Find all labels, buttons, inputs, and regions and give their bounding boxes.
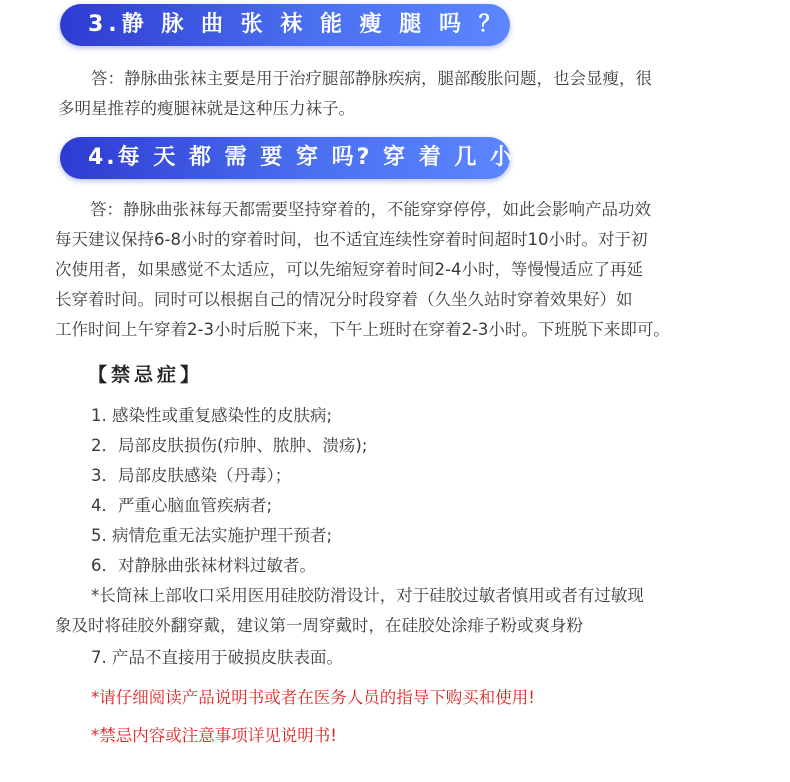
contraindication-item: 1. 感染性或重复感染性的皮肤病; [91,406,333,425]
contraindication-item: 3．局部皮肤感染（丹毒）； [91,466,292,485]
silicone-note-line-2: 象及时将硅胶外翻穿戴，建议第一周穿戴时，在硅胶处涂痱子粉或爽身粉 [55,616,583,635]
section-4-answer-line-1: 答：静脉曲张袜每天都需要坚持穿着的，不能穿穿停停，如此会影响产品功效 [90,200,651,219]
silicone-note-line-1: *长筒袜上部收口采用医用硅胶防滑设计，对于硅胶过敏者慎用或者有过敏现 [91,586,644,605]
warning-read-manual: *请仔细阅读产品说明书或者在医务人员的指导下购买和使用! [91,688,535,707]
contraindication-item: 5. 病情危重无法实施护理干预者; [91,526,333,545]
section-4-answer-line-5: 工作时间上午穿着2-3小时后脱下来，下午上班时在穿着2-3小时。下班脱下来即可。 [55,320,670,339]
section-3-title-pill [60,4,510,46]
contraindication-item: 4．严重心脑血管疾病者; [91,496,273,515]
section-3-title: 3.静 脉 曲 张 袜 能 瘦 腿 吗 ？ [88,12,506,37]
section-4-title: 4.每 天 都 需 要 穿 吗? 穿 着 几 小 时 ? [88,145,578,170]
section-4-answer-line-2: 每天建议保持6-8小时的穿着时间，也不适宜连续性穿着时间超时10小时。对于初 [55,230,648,249]
contraindication-item: 6．对静脉曲张袜材料过敏者。 [91,556,316,575]
contraindication-item: 2．局部皮肤损伤(疖肿、脓肿、溃疡); [91,436,368,455]
section-3-answer-line-2: 多明星推荐的瘦腿袜就是这种压力袜子。 [58,99,355,118]
section-4-answer-line-4: 长穿着时间。同时可以根据自己的情况分时段穿着（久坐久站时穿着效果好）如 [55,290,633,309]
contraindications-heading: 【禁忌症】 [88,364,204,386]
section-3-answer-line-1: 答：静脉曲张袜主要是用于治疗腿部静脉疾病，腿部酸胀问题，也会显瘦，很 [91,69,652,88]
warning-see-manual: *禁忌内容或注意事项详见说明书! [91,726,337,745]
section-4-answer-line-3: 次使用者，如果感觉不太适应，可以先缩短穿着时间2-4小时，等慢慢适应了再延 [55,260,643,279]
section-4-title-pill [60,137,578,179]
contraindication-item: 7. 产品不直接用于破损皮肤表面。 [91,648,343,667]
